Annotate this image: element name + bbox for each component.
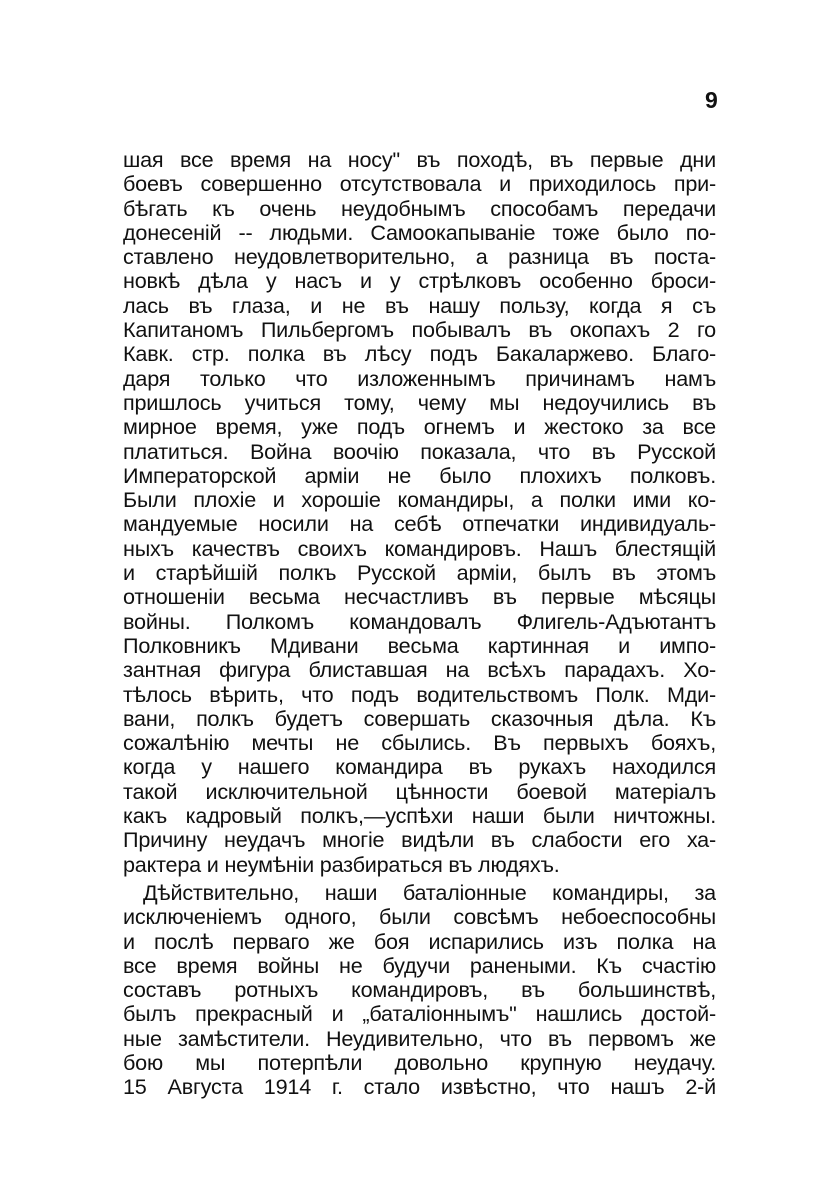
text-line: новкѣ дѣла у насъ и у стрѣлковъ особенно броси- [123, 269, 716, 294]
text-line: платиться. Война воочію показала, что въ Русской [123, 439, 716, 464]
text-line: ныхъ качествъ своихъ командировъ. Нашъ блестящій [123, 536, 716, 561]
text-line: лась въ глаза, и не въ нашу пользу, когда я съ [123, 293, 716, 318]
text-line: боевъ совершенно отсутствовала и приходилось при- [123, 172, 716, 197]
text-line: Причину неудачъ многіе видѣли въ слабости его ха- [123, 828, 716, 853]
text-line: и старѣйшій полкъ Русской арміи, былъ въ этомъ [123, 561, 716, 586]
page-number: 9 [705, 87, 718, 113]
text-line: Кавк. стр. полка въ лѣсу подъ Бакаларжево. Благо- [123, 342, 716, 367]
text-line: былъ прекрасный и „баталіоннымъ" нашлись достой- [123, 1002, 716, 1027]
text-line: и послѣ перваго же боя испарились изъ полка на [123, 929, 716, 954]
text-line: пришлось учиться тому, чему мы недоучились въ [123, 390, 716, 415]
text-line: мирное время, уже подъ огнемъ и жестоко за все [123, 415, 716, 440]
paragraph-1 [123, 148, 716, 877]
text-line: Дѣйствительно, наши баталіонные командиры, за [143, 880, 716, 905]
body-text [123, 148, 716, 1100]
text-line: Были плохіе и хорошіе командиры, а полки ими ко- [123, 488, 716, 513]
text-line: ставлено неудовлетворительно, а разница въ поста- [123, 245, 716, 270]
text-line: составъ ротныхъ командировъ, въ большинствѣ, [123, 978, 716, 1003]
text-line: мандуемые носили на себѣ отпечатки индивидуаль- [123, 512, 716, 537]
paragraph-2 [123, 881, 716, 1100]
text-line: Капитаномъ Пильбергомъ побывалъ въ окопахъ 2 го [123, 318, 716, 343]
text-line: исключеніемъ одного, были совсѣмъ небоеспособны [123, 905, 716, 930]
text-line: войны. Полкомъ командовалъ Флигель-Адъютантъ [123, 609, 716, 634]
text-line: отношеніи весьма несчастливъ въ первые мѣсяцы [123, 585, 716, 610]
text-line: все время войны не будучи ранеными. Къ счастію [123, 953, 716, 978]
text-line: такой исключительной цѣнности боевой матеріалъ [123, 779, 716, 804]
text-line: когда у нашего командира въ рукахъ находился [123, 755, 716, 780]
text-line: сожалѣнію мечты не сбылись. Въ первыхъ бояхъ, [123, 731, 716, 756]
text-line: Полковникъ Мдивани весьма картинная и импо- [123, 633, 716, 658]
text-line: шая все время на носу" въ походѣ, въ первые дни [123, 148, 716, 172]
text-line: даря только что изложеннымъ причинамъ намъ [123, 366, 716, 391]
text-line: рактера и неумѣніи разбираться въ людяхъ. [123, 852, 560, 877]
text-line: Императорской арміи не было плохихъ полковъ. [123, 463, 716, 488]
text-line: зантная фигура блиставшая на всѣхъ парадахъ. Хо- [123, 658, 716, 683]
text-line: тѣлось вѣрить, что подъ водительствомъ Полк. Мди- [123, 682, 716, 707]
text-line: 15 Августа 1914 г. стало извѣстно, что нашъ 2-й [123, 1075, 716, 1100]
text-line: бою мы потерпѣли довольно крупную неудачу. [123, 1050, 716, 1075]
text-line: бѣгать къ очень неудобнымъ способамъ передачи [123, 196, 716, 221]
text-line: донесеній -- людьми. Самоокапываніе тоже было по- [123, 220, 716, 245]
text-line: какъ кадровый полкъ,—успѣхи наши были ничтожны. [123, 804, 716, 829]
text-line: вани, полкъ будетъ совершать сказочныя дѣла. Къ [123, 706, 716, 731]
text-line: ные замѣстители. Неудивительно, что въ первомъ же [123, 1026, 716, 1051]
